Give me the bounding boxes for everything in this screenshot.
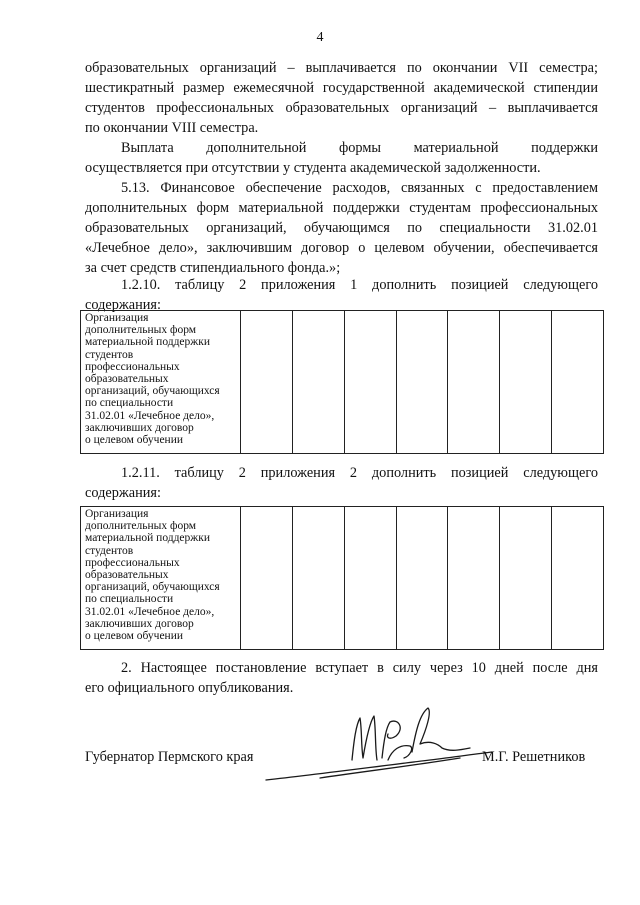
cell-text-line: организаций, обучающихся <box>85 385 220 398</box>
table-cell-empty <box>448 507 500 650</box>
text-line: осуществляется при отсутствии у студента академической задолженности. <box>85 160 541 176</box>
cell-text-line: Организация <box>85 312 149 324</box>
text-line: содержания: <box>85 297 161 313</box>
paragraph-5-13 <box>85 178 598 278</box>
text-line: 2. Настоящее постановление вступает в силу через 10 дней после дня <box>121 660 598 676</box>
table-cell-empty <box>344 507 396 650</box>
cell-text-line: дополнительных форм <box>85 520 197 533</box>
text-line: 5.13. Финансовое обеспечение расходов, связанных с предоставлением <box>121 180 598 196</box>
text-line: образовательных организаций – выплачивается по окончании VII семестра; <box>85 60 598 76</box>
handwritten-signature <box>260 700 500 790</box>
text-line: содержания: <box>85 485 161 501</box>
table-cell-empty <box>552 311 604 454</box>
paragraph-continuation <box>85 58 598 138</box>
text-line: Выплата дополнительной формы материальной поддержки <box>121 140 598 156</box>
text-line: за счет средств стипендиального фонда.»; <box>85 260 341 276</box>
text-line: студентов профессиональных образовательных организаций – выплачивается <box>85 100 598 116</box>
cell-text-line: организаций, обучающихся <box>85 581 220 594</box>
cell-text-line: профессиональных <box>85 556 180 569</box>
cell-text-line: дополнительных форм <box>85 324 197 337</box>
cell-text-line: по специальности <box>85 593 174 606</box>
table-cell-empty <box>500 507 552 650</box>
table-cell-empty <box>396 311 448 454</box>
table-appendix-2 <box>80 506 604 650</box>
text-line: дополнительных форм материальной поддержки студентам профессиональных <box>85 200 598 216</box>
paragraph-1-2-10 <box>85 275 598 315</box>
table-cell-organization <box>81 311 241 454</box>
cell-text-line: о целевом обучении <box>85 630 184 643</box>
text-line: по окончании VIII семестра. <box>85 120 259 136</box>
paragraph-payment <box>85 138 598 178</box>
cell-text-line: заключивших договор <box>85 617 194 630</box>
table-cell-empty <box>396 507 448 650</box>
text-line: «Лечебное дело», заключившим договор о целевом обучении, обеспечивается <box>85 240 598 256</box>
paragraph-1-2-11 <box>85 463 598 503</box>
table-cell-organization <box>81 507 241 650</box>
text-line: образовательных организаций, обучающимся по специальности 31.02.01 <box>85 220 598 236</box>
table-cell-empty <box>292 507 344 650</box>
cell-text-line: материальной поддержки <box>85 336 210 349</box>
cell-text-line: 31.02.01 «Лечебное дело», <box>85 409 215 422</box>
signatory-name: М.Г. Решетников <box>482 749 586 765</box>
cell-text-line: по специальности <box>85 397 174 410</box>
table-cell-empty <box>552 507 604 650</box>
paragraph-2 <box>85 658 598 698</box>
table-row <box>81 311 604 454</box>
cell-text-line: профессиональных <box>85 360 180 373</box>
table-cell-empty <box>344 311 396 454</box>
cell-text-line: 31.02.01 «Лечебное дело», <box>85 605 215 618</box>
text-line: его официального опубликования. <box>85 680 294 696</box>
cell-text-line: студентов <box>85 544 134 557</box>
table-cell-empty <box>241 507 293 650</box>
cell-text-line: образовательных <box>85 569 169 582</box>
text-line: 1.2.11. таблицу 2 приложения 2 дополнить позицией следующего <box>121 465 598 481</box>
table-cell-empty <box>448 311 500 454</box>
text-line: шестикратный размер ежемесячной государственной академической стипендии <box>85 80 598 96</box>
table-row <box>81 507 604 650</box>
cell-text-line: заключивших договор <box>85 421 194 434</box>
table-cell-empty <box>292 311 344 454</box>
page-number: 4 <box>316 30 324 45</box>
cell-text-line: материальной поддержки <box>85 532 210 545</box>
table-appendix-1 <box>80 310 604 454</box>
table-cell-empty <box>500 311 552 454</box>
cell-text-line: студентов <box>85 348 134 361</box>
cell-text-line: Организация <box>85 508 149 520</box>
signatory-position: Губернатор Пермского края <box>85 749 254 765</box>
text-line: 1.2.10. таблицу 2 приложения 1 дополнить позицией следующего <box>121 277 598 293</box>
cell-text-line: о целевом обучении <box>85 434 184 447</box>
table-cell-empty <box>241 311 293 454</box>
cell-text-line: образовательных <box>85 373 169 386</box>
